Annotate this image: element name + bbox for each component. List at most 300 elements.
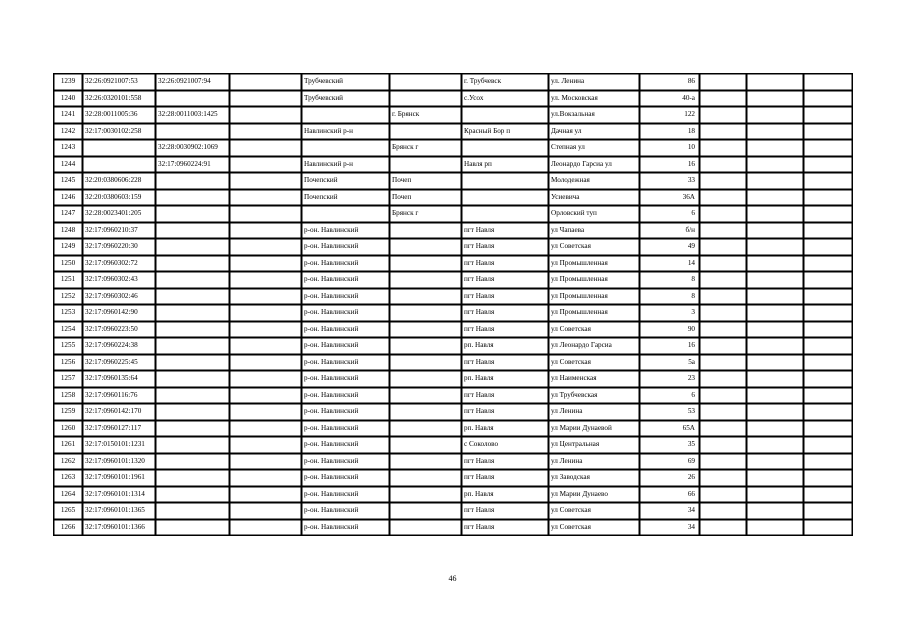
district: р-он. Навлинский [302, 255, 390, 272]
cadastral-number-2 [156, 503, 230, 520]
house-number: 33 [640, 173, 700, 190]
empty-col-3 [230, 189, 302, 206]
cadastral-number-1: 32:17:0150101:1231 [83, 437, 156, 454]
empty-col-10 [747, 255, 804, 272]
settlement: пгт Навля [462, 321, 549, 338]
cadastral-number-1: 32:17:0960142:170 [83, 404, 156, 421]
empty-col-9 [700, 206, 747, 223]
row-number: 1239 [54, 74, 83, 91]
house-number: 6 [640, 206, 700, 223]
empty-col-9 [700, 321, 747, 338]
page-number: 46 [448, 574, 457, 583]
cadastral-number-2 [156, 239, 230, 256]
empty-col-9 [700, 173, 747, 190]
settlement: пгт Навля [462, 503, 549, 520]
street: Орловский туп [549, 206, 640, 223]
empty-col-3 [230, 156, 302, 173]
row-number: 1247 [54, 206, 83, 223]
table-row [54, 519, 853, 536]
city [390, 338, 462, 355]
house-number: 34 [640, 519, 700, 536]
cadastral-number-2 [156, 123, 230, 140]
row-number: 1240 [54, 90, 83, 107]
settlement: рп. Навля [462, 486, 549, 503]
empty-col-10 [747, 90, 804, 107]
city [390, 486, 462, 503]
street: ул. Московская [549, 90, 640, 107]
empty-col-9 [700, 387, 747, 404]
table-row [54, 74, 853, 91]
house-number: 35 [640, 437, 700, 454]
empty-col-3 [230, 140, 302, 157]
city [390, 321, 462, 338]
cadastral-number-2: 32:28:0030902:1069 [156, 140, 230, 157]
row-number: 1254 [54, 321, 83, 338]
table-row [54, 140, 853, 157]
cadastral-number-1: 32:28:0011005:36 [83, 107, 156, 124]
district: Трубчевский [302, 74, 390, 91]
settlement: пгт Навля [462, 272, 549, 289]
street: ул Ленина [549, 453, 640, 470]
district: р-он. Навлинский [302, 470, 390, 487]
row-number: 1250 [54, 255, 83, 272]
empty-col-9 [700, 453, 747, 470]
empty-col-3 [230, 90, 302, 107]
street: ул Промышленная [549, 305, 640, 322]
house-number: 122 [640, 107, 700, 124]
house-number: 65А [640, 420, 700, 437]
city [390, 354, 462, 371]
house-number: 66 [640, 486, 700, 503]
district: Навлинский р-н [302, 156, 390, 173]
empty-col-11 [804, 387, 853, 404]
empty-col-3 [230, 354, 302, 371]
row-number: 1260 [54, 420, 83, 437]
district: р-он. Навлинский [302, 338, 390, 355]
row-number: 1265 [54, 503, 83, 520]
empty-col-10 [747, 107, 804, 124]
house-number: 90 [640, 321, 700, 338]
empty-col-9 [700, 222, 747, 239]
empty-col-3 [230, 74, 302, 91]
street: ул Трубчевская [549, 387, 640, 404]
register-table-wrapper [53, 73, 853, 536]
cadastral-number-1: 32:17:0960225:45 [83, 354, 156, 371]
empty-col-10 [747, 206, 804, 223]
house-number: 86 [640, 74, 700, 91]
empty-col-3 [230, 206, 302, 223]
empty-col-11 [804, 437, 853, 454]
city [390, 90, 462, 107]
empty-col-10 [747, 437, 804, 454]
empty-col-11 [804, 189, 853, 206]
city [390, 437, 462, 454]
empty-col-9 [700, 272, 747, 289]
house-number: б/н [640, 222, 700, 239]
empty-col-9 [700, 354, 747, 371]
empty-col-10 [747, 338, 804, 355]
cadastral-number-2 [156, 404, 230, 421]
settlement: пгт Навля [462, 453, 549, 470]
settlement: с.Усох [462, 90, 549, 107]
district: р-он. Навлинский [302, 371, 390, 388]
street: Леонардо Гарсиа ул [549, 156, 640, 173]
cadastral-number-1: 32:17:0960101:1365 [83, 503, 156, 520]
row-number: 1266 [54, 519, 83, 536]
empty-col-10 [747, 189, 804, 206]
empty-col-10 [747, 486, 804, 503]
row-number: 1257 [54, 371, 83, 388]
city [390, 123, 462, 140]
district: р-он. Навлинский [302, 453, 390, 470]
house-number: 53 [640, 404, 700, 421]
table-row [54, 239, 853, 256]
cadastral-number-1: 32:17:0960224:38 [83, 338, 156, 355]
district: р-он. Навлинский [302, 272, 390, 289]
street: ул Промышленная [549, 255, 640, 272]
district [302, 140, 390, 157]
district: р-он. Навлинский [302, 321, 390, 338]
table-row [54, 189, 853, 206]
empty-col-9 [700, 255, 747, 272]
empty-col-3 [230, 420, 302, 437]
city [390, 272, 462, 289]
city [390, 288, 462, 305]
city [390, 255, 462, 272]
cadastral-number-2 [156, 189, 230, 206]
empty-col-3 [230, 404, 302, 421]
cadastral-number-1 [83, 140, 156, 157]
street: ул Заводская [549, 470, 640, 487]
empty-col-11 [804, 305, 853, 322]
empty-col-3 [230, 239, 302, 256]
city [390, 74, 462, 91]
empty-col-9 [700, 123, 747, 140]
table-row [54, 321, 853, 338]
cadastral-number-1: 32:28:0023401:205 [83, 206, 156, 223]
city [390, 470, 462, 487]
empty-col-11 [804, 503, 853, 520]
house-number: 16 [640, 156, 700, 173]
empty-col-11 [804, 140, 853, 157]
cadastral-number-2: 32:26:0921007:94 [156, 74, 230, 91]
cadastral-number-2 [156, 222, 230, 239]
settlement [462, 189, 549, 206]
row-number: 1249 [54, 239, 83, 256]
empty-col-10 [747, 387, 804, 404]
street: ул Промышленная [549, 272, 640, 289]
empty-col-9 [700, 140, 747, 157]
cadastral-number-2 [156, 371, 230, 388]
street: ул Ленина [549, 404, 640, 421]
table-row [54, 288, 853, 305]
settlement: Навля рп [462, 156, 549, 173]
empty-col-3 [230, 123, 302, 140]
row-number: 1262 [54, 453, 83, 470]
empty-col-11 [804, 486, 853, 503]
city [390, 156, 462, 173]
street: ул Советская [549, 239, 640, 256]
city: Почеп [390, 189, 462, 206]
empty-col-9 [700, 420, 747, 437]
district: р-он. Навлинский [302, 503, 390, 520]
house-number: 8 [640, 272, 700, 289]
house-number: 36А [640, 189, 700, 206]
empty-col-9 [700, 74, 747, 91]
cadastral-number-2 [156, 321, 230, 338]
table-row [54, 486, 853, 503]
row-number: 1248 [54, 222, 83, 239]
row-number: 1261 [54, 437, 83, 454]
settlement: пгт Навля [462, 255, 549, 272]
empty-col-11 [804, 470, 853, 487]
cadastral-number-1 [83, 156, 156, 173]
cadastral-number-1: 32:17:0960116:76 [83, 387, 156, 404]
empty-col-11 [804, 354, 853, 371]
cadastral-number-1: 32:17:0960101:1320 [83, 453, 156, 470]
empty-col-11 [804, 90, 853, 107]
empty-col-9 [700, 338, 747, 355]
cadastral-number-1: 32:20:0380606:228 [83, 173, 156, 190]
settlement: рп. Навля [462, 371, 549, 388]
empty-col-3 [230, 255, 302, 272]
empty-col-10 [747, 156, 804, 173]
table-row [54, 354, 853, 371]
district [302, 206, 390, 223]
empty-col-11 [804, 107, 853, 124]
district: р-он. Навлинский [302, 288, 390, 305]
settlement: с Соколово [462, 437, 549, 454]
street: Степная ул [549, 140, 640, 157]
settlement: пгт Навля [462, 288, 549, 305]
cadastral-number-2 [156, 437, 230, 454]
empty-col-11 [804, 404, 853, 421]
house-number: 40-а [640, 90, 700, 107]
empty-col-3 [230, 437, 302, 454]
row-number: 1243 [54, 140, 83, 157]
settlement: пгт Навля [462, 470, 549, 487]
cadastral-number-2 [156, 288, 230, 305]
cadastral-number-1: 32:17:0960302:46 [83, 288, 156, 305]
house-number: 18 [640, 123, 700, 140]
settlement: рп. Навля [462, 420, 549, 437]
cadastral-number-2: 32:28:0011003:1425 [156, 107, 230, 124]
city [390, 239, 462, 256]
district [302, 107, 390, 124]
street: Усиевича [549, 189, 640, 206]
empty-col-11 [804, 453, 853, 470]
cadastral-number-2 [156, 173, 230, 190]
cadastral-number-2 [156, 519, 230, 536]
table-row [54, 173, 853, 190]
cadastral-number-2 [156, 272, 230, 289]
empty-col-11 [804, 420, 853, 437]
empty-col-11 [804, 288, 853, 305]
settlement [462, 206, 549, 223]
empty-col-11 [804, 123, 853, 140]
table-row [54, 338, 853, 355]
district: р-он. Навлинский [302, 354, 390, 371]
empty-col-10 [747, 503, 804, 520]
empty-col-10 [747, 288, 804, 305]
empty-col-10 [747, 74, 804, 91]
empty-col-10 [747, 173, 804, 190]
empty-col-9 [700, 519, 747, 536]
empty-col-11 [804, 371, 853, 388]
house-number: 10 [640, 140, 700, 157]
empty-col-3 [230, 321, 302, 338]
street: ул Советская [549, 503, 640, 520]
street: ул Наименская [549, 371, 640, 388]
empty-col-9 [700, 189, 747, 206]
house-number: 34 [640, 503, 700, 520]
cadastral-number-1: 32:17:0960101:1366 [83, 519, 156, 536]
cadastral-number-2 [156, 255, 230, 272]
city [390, 420, 462, 437]
city [390, 222, 462, 239]
row-number: 1246 [54, 189, 83, 206]
register-table [53, 73, 853, 536]
empty-col-9 [700, 503, 747, 520]
empty-col-9 [700, 437, 747, 454]
cadastral-number-1: 32:17:0960142:90 [83, 305, 156, 322]
empty-col-3 [230, 288, 302, 305]
empty-col-11 [804, 206, 853, 223]
district: Почепский [302, 189, 390, 206]
empty-col-9 [700, 90, 747, 107]
empty-col-10 [747, 354, 804, 371]
district: Трубчевский [302, 90, 390, 107]
empty-col-11 [804, 272, 853, 289]
table-row [54, 90, 853, 107]
city [390, 371, 462, 388]
settlement: г. Трубчевск [462, 74, 549, 91]
street: ул Марии Дунаевой [549, 420, 640, 437]
table-row [54, 255, 853, 272]
empty-col-3 [230, 222, 302, 239]
settlement [462, 173, 549, 190]
empty-col-9 [700, 371, 747, 388]
row-number: 1255 [54, 338, 83, 355]
district: р-он. Навлинский [302, 420, 390, 437]
empty-col-10 [747, 470, 804, 487]
city: Почеп [390, 173, 462, 190]
empty-col-3 [230, 305, 302, 322]
district: р-он. Навлинский [302, 305, 390, 322]
table-row [54, 453, 853, 470]
register-rows [54, 74, 853, 536]
cadastral-number-1: 32:17:0960223:50 [83, 321, 156, 338]
row-number: 1251 [54, 272, 83, 289]
settlement: пгт Навля [462, 239, 549, 256]
empty-col-11 [804, 519, 853, 536]
house-number: 6 [640, 387, 700, 404]
empty-col-10 [747, 321, 804, 338]
house-number: 14 [640, 255, 700, 272]
empty-col-3 [230, 371, 302, 388]
cadastral-number-1: 32:17:0960302:72 [83, 255, 156, 272]
table-row [54, 470, 853, 487]
empty-col-3 [230, 486, 302, 503]
settlement [462, 140, 549, 157]
empty-col-3 [230, 338, 302, 355]
city [390, 453, 462, 470]
row-number: 1264 [54, 486, 83, 503]
row-number: 1256 [54, 354, 83, 371]
row-number: 1252 [54, 288, 83, 305]
settlement: пгт Навля [462, 222, 549, 239]
street: ул.Вокзальная [549, 107, 640, 124]
table-row [54, 107, 853, 124]
empty-col-9 [700, 305, 747, 322]
cadastral-number-1: 32:17:0960127:117 [83, 420, 156, 437]
empty-col-10 [747, 239, 804, 256]
table-row [54, 305, 853, 322]
row-number: 1259 [54, 404, 83, 421]
cadastral-number-2 [156, 486, 230, 503]
street: ул Советская [549, 519, 640, 536]
empty-col-11 [804, 173, 853, 190]
cadastral-number-2 [156, 305, 230, 322]
city: г. Брянск [390, 107, 462, 124]
settlement: пгт Навля [462, 519, 549, 536]
empty-col-10 [747, 140, 804, 157]
empty-col-10 [747, 123, 804, 140]
row-number: 1244 [54, 156, 83, 173]
table-row [54, 437, 853, 454]
street: ул Марии Дунаево [549, 486, 640, 503]
district: р-он. Навлинский [302, 486, 390, 503]
empty-col-3 [230, 519, 302, 536]
empty-col-3 [230, 173, 302, 190]
house-number: 49 [640, 239, 700, 256]
empty-col-3 [230, 107, 302, 124]
city [390, 519, 462, 536]
district: р-он. Навлинский [302, 239, 390, 256]
empty-col-11 [804, 222, 853, 239]
cadastral-number-1: 32:17:0960220:30 [83, 239, 156, 256]
cadastral-number-2 [156, 354, 230, 371]
city [390, 503, 462, 520]
settlement: пгт Навля [462, 305, 549, 322]
cadastral-number-2 [156, 387, 230, 404]
city: Брянск г [390, 140, 462, 157]
street: ул Центральная [549, 437, 640, 454]
cadastral-number-1: 32:17:0960210:37 [83, 222, 156, 239]
empty-col-9 [700, 288, 747, 305]
row-number: 1253 [54, 305, 83, 322]
street: ул. Ленина [549, 74, 640, 91]
cadastral-number-1: 32:17:0960302:43 [83, 272, 156, 289]
settlement: пгт Навля [462, 387, 549, 404]
street: Молодежная [549, 173, 640, 190]
empty-col-9 [700, 239, 747, 256]
settlement: пгт Навля [462, 404, 549, 421]
empty-col-3 [230, 387, 302, 404]
district: р-он. Навлинский [302, 437, 390, 454]
cadastral-number-2: 32:17:0960224:91 [156, 156, 230, 173]
cadastral-number-1: 32:17:0960101:1961 [83, 470, 156, 487]
table-row [54, 222, 853, 239]
district: р-он. Навлинский [302, 404, 390, 421]
cadastral-number-2 [156, 453, 230, 470]
empty-col-9 [700, 156, 747, 173]
table-row [54, 371, 853, 388]
table-row [54, 123, 853, 140]
empty-col-11 [804, 156, 853, 173]
empty-col-10 [747, 371, 804, 388]
city [390, 387, 462, 404]
